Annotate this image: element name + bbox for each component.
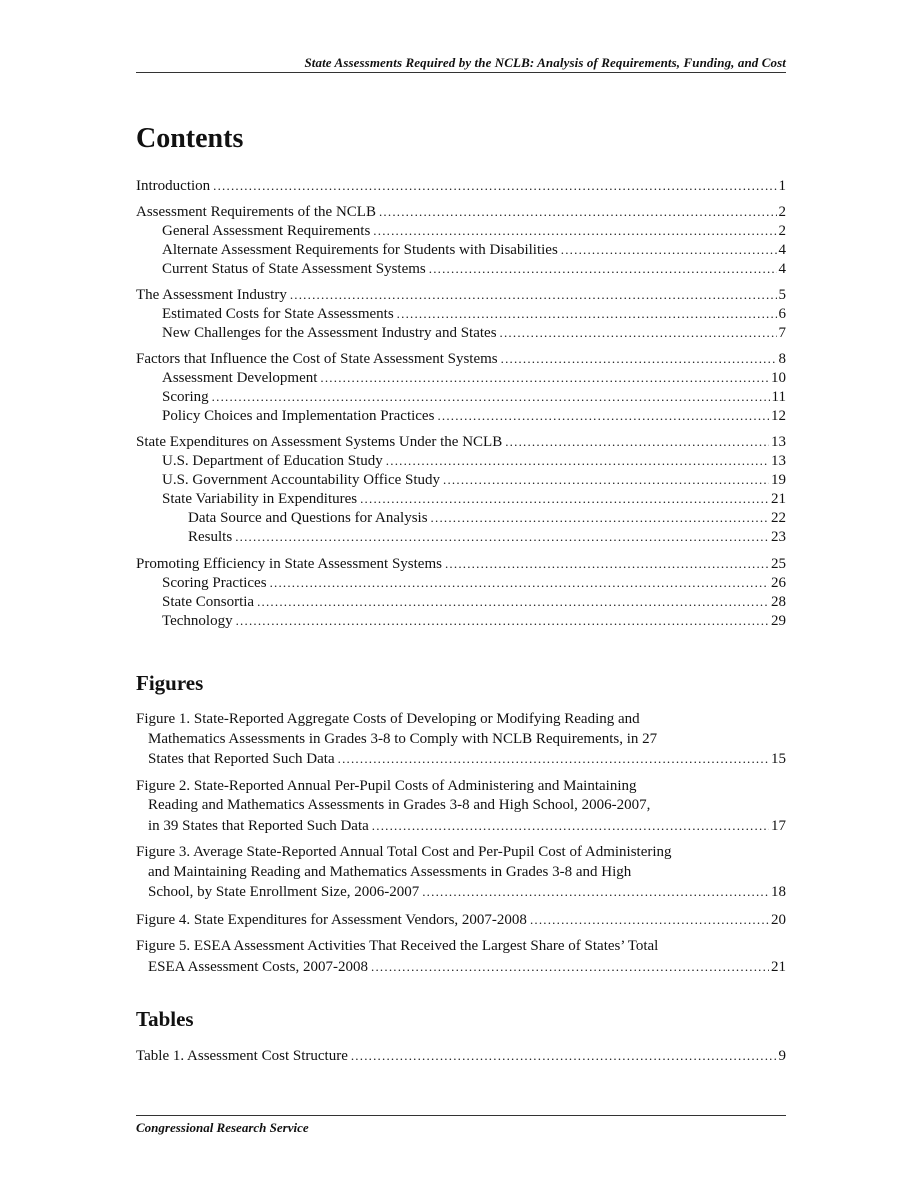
figure-entry[interactable]: Figure 4. State Expenditures for Assessment Vendors, 2007-2008 ..... 20 [136,910,786,931]
table-entry[interactable]: Table 1. Assessment Cost Structure ..... 9 [136,1046,786,1066]
toc-entry[interactable]: New Challenges for the Assessment Industry and States ..... 7 [136,323,786,343]
footer-rule [136,1115,786,1116]
toc-entry[interactable]: Assessment Development ..... 10 [136,368,786,388]
contents-heading: Contents [136,123,244,154]
toc-entry[interactable]: Introduction ..... 1 [136,176,786,196]
footer-publisher: Congressional Research Service [136,1120,309,1135]
contents-list-group [136,554,786,630]
figure-entry[interactable]: Figure 2. State-Reported Annual Per-Pupil Costs of Administering and Maintaining Reading and Mathematics Assessments in Grades 3-8 and High School, 2006-2007, in 39 States that Reported Such Data ..... 17 [136,777,786,837]
toc-entry[interactable]: Alternate Assessment Requirements for Students with Disabilities ..... 4 [136,240,786,260]
toc-entry[interactable]: Scoring ..... 11 [136,387,786,407]
toc-entry[interactable]: Scoring Practices ..... 26 [136,573,786,593]
contents-list-group [136,432,786,546]
toc-entry[interactable]: State Expenditures on Assessment Systems Under the NCLB ..... 13 [136,432,786,452]
toc-entry[interactable]: Assessment Requirements of the NCLB ..... 2 [136,202,786,222]
contents-list-group [136,285,786,342]
contents-list [136,176,786,195]
toc-entry[interactable]: U.S. Government Accountability Office Study ..... 19 [136,470,786,490]
toc-entry[interactable]: State Consortia ..... 28 [136,592,786,612]
toc-entry[interactable]: Current Status of State Assessment Systems ..... 4 [136,259,786,279]
tables-list [136,1046,786,1065]
toc-entry[interactable]: Estimated Costs for State Assessments ..... 6 [136,304,786,324]
toc-entry[interactable]: The Assessment Industry ..... 5 [136,285,786,305]
toc-entry[interactable]: Policy Choices and Implementation Practices ..... 12 [136,406,786,426]
contents-list-group [136,202,786,278]
figures-list [136,710,786,977]
toc-entry[interactable]: State Variability in Expenditures ..... 21 [136,489,786,509]
toc-entry[interactable]: Factors that Influence the Cost of State Assessment Systems ..... 8 [136,349,786,369]
figure-entry[interactable]: Figure 1. State-Reported Aggregate Costs of Developing or Modifying Reading and Mathematics Assessments in Grades 3-8 to Comply with NCLB Requirements, in 27 States that Reported Such Data ..... 15 [136,710,786,770]
toc-entry[interactable]: Data Source and Questions for Analysis ..... 22 [136,508,786,528]
running-header: State Assessments Required by the NCLB: Analysis of Requirements, Funding, and Cost [304,55,786,70]
contents-list-group [136,349,786,425]
toc-entry[interactable]: General Assessment Requirements ..... 2 [136,221,786,241]
figures-heading: Figures [136,671,204,695]
figure-entry[interactable]: Figure 3. Average State-Reported Annual Total Cost and Per-Pupil Cost of Administering and Maintaining Reading and Mathematics Assessments in Grades 3-8 and High School, by State Enrollment Size, 2006-2007 ..... 18 [136,843,786,903]
figure-entry[interactable]: Figure 5. ESEA Assessment Activities That Received the Largest Share of States’ Total ESEA Assessment Costs, 2007-2008 ..... 21 [136,937,786,977]
header-rule [136,72,786,73]
toc-entry[interactable]: Results ..... 23 [136,527,786,547]
toc-entry[interactable]: Promoting Efficiency in State Assessment Systems ..... 25 [136,554,786,574]
tables-heading: Tables [136,1007,194,1031]
toc-entry[interactable]: Technology ..... 29 [136,611,786,631]
toc-entry[interactable]: U.S. Department of Education Study ..... 13 [136,451,786,471]
